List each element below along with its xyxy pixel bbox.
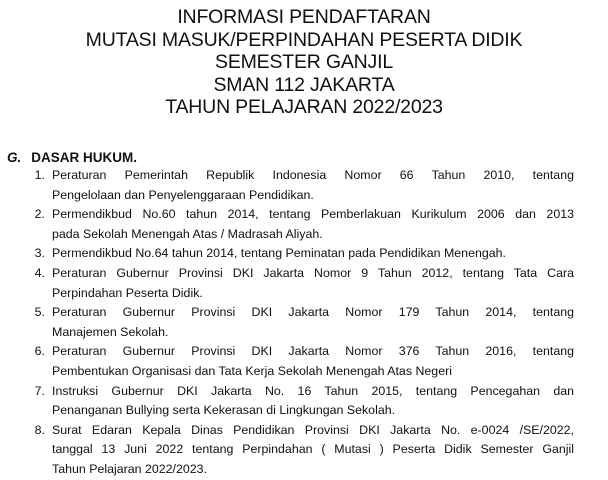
list-item-line: Permendikbud No.64 tahun 2014, tentang Peminatan pada Pendidikan Menengah. xyxy=(52,246,506,261)
list-item-line: Pengelolaan dan Penyelenggaraan Pendidikan. xyxy=(52,187,314,202)
section-letter: G. xyxy=(7,150,22,165)
document-header xyxy=(0,6,608,119)
list-item-text xyxy=(52,303,574,342)
list-item-text xyxy=(52,166,574,205)
list-item xyxy=(18,264,574,303)
list-item-number: 7. xyxy=(34,383,45,398)
legal-basis-list xyxy=(18,166,574,480)
list-item-line: Perpindahan Peserta Didik. xyxy=(52,285,203,300)
list-item-number: 4. xyxy=(34,265,45,280)
list-item-line: Tahun Pelajaran 2022/2023. xyxy=(52,461,208,476)
list-item-line: tanggal 13 Juni 2022 tentang Perpindahan ( Mutasi ) Peserta Didik Semester Ganjil xyxy=(52,442,574,457)
list-item-line: Manajemen Sekolah. xyxy=(52,324,169,339)
list-item-number: 3. xyxy=(34,246,45,261)
list-item-number: 5. xyxy=(34,305,45,320)
list-item-line: Instruksi Gubernur DKI Jakarta No. 16 Tahun 2015, tentang Pencegahan dan xyxy=(52,383,574,398)
list-item-line: pada Sekolah Menengah Atas / Madrasah Aliyah. xyxy=(52,226,323,241)
header-line-1: INFORMASI PENDAFTARAN xyxy=(177,6,431,28)
list-item xyxy=(18,205,574,244)
list-item-number: 6. xyxy=(34,344,45,359)
list-item-line: Peraturan Gubernur Provinsi DKI Jakarta Nomor 179 Tahun 2014, tentang xyxy=(52,305,574,320)
list-item-line: Peraturan Gubernur Provinsi DKI Jakarta Nomor 9 Tahun 2012, tentang Tata Cara xyxy=(52,265,574,280)
header-line-3: SEMESTER GANJIL xyxy=(215,51,393,74)
list-item xyxy=(18,303,574,342)
list-item-line: Permendikbud No.60 tahun 2014, tentang Pemberlakuan Kurikulum 2006 dan 2013 xyxy=(52,207,574,222)
list-item-text xyxy=(52,382,574,421)
list-item-number: 8. xyxy=(34,422,45,437)
header-line-4: SMAN 112 JAKARTA xyxy=(213,73,395,96)
list-item xyxy=(18,166,574,205)
list-item xyxy=(18,421,574,480)
list-item-text xyxy=(52,244,574,264)
list-item-number: 2. xyxy=(34,207,45,222)
header-line-2: MUTASI MASUK/PERPINDAHAN PESERTA DIDIK xyxy=(85,28,523,51)
section-heading xyxy=(7,150,137,165)
list-item xyxy=(18,342,574,381)
list-item xyxy=(18,244,574,264)
list-item-text xyxy=(52,342,574,381)
list-item-line: Peraturan Pemerintah Republik Indonesia Nomor 66 Tahun 2010, tentang xyxy=(52,168,574,182)
list-item-number: 1. xyxy=(34,168,45,182)
list-item-text xyxy=(52,264,574,303)
list-item-text xyxy=(52,421,574,480)
header-line-5: TAHUN PELAJARAN 2022/2023 xyxy=(165,96,443,119)
list-item xyxy=(18,382,574,421)
list-item-line: Pembentukan Organisasi dan Tata Kerja Sekolah Menengah Atas Negeri xyxy=(52,363,452,378)
list-item-line: Peraturan Gubernur Provinsi DKI Jakarta Nomor 376 Tahun 2016, tentang xyxy=(52,344,574,359)
section-title-text: DASAR HUKUM. xyxy=(31,150,138,165)
list-item-text xyxy=(52,205,574,244)
list-item-line: Surat Edaran Kepala Dinas Pendidikan Provinsi DKI Jakarta No. e-0024 /SE/2022, xyxy=(52,422,574,437)
list-item-line: Penanganan Bullying serta Kekerasan di Lingkungan Sekolah. xyxy=(52,403,396,418)
